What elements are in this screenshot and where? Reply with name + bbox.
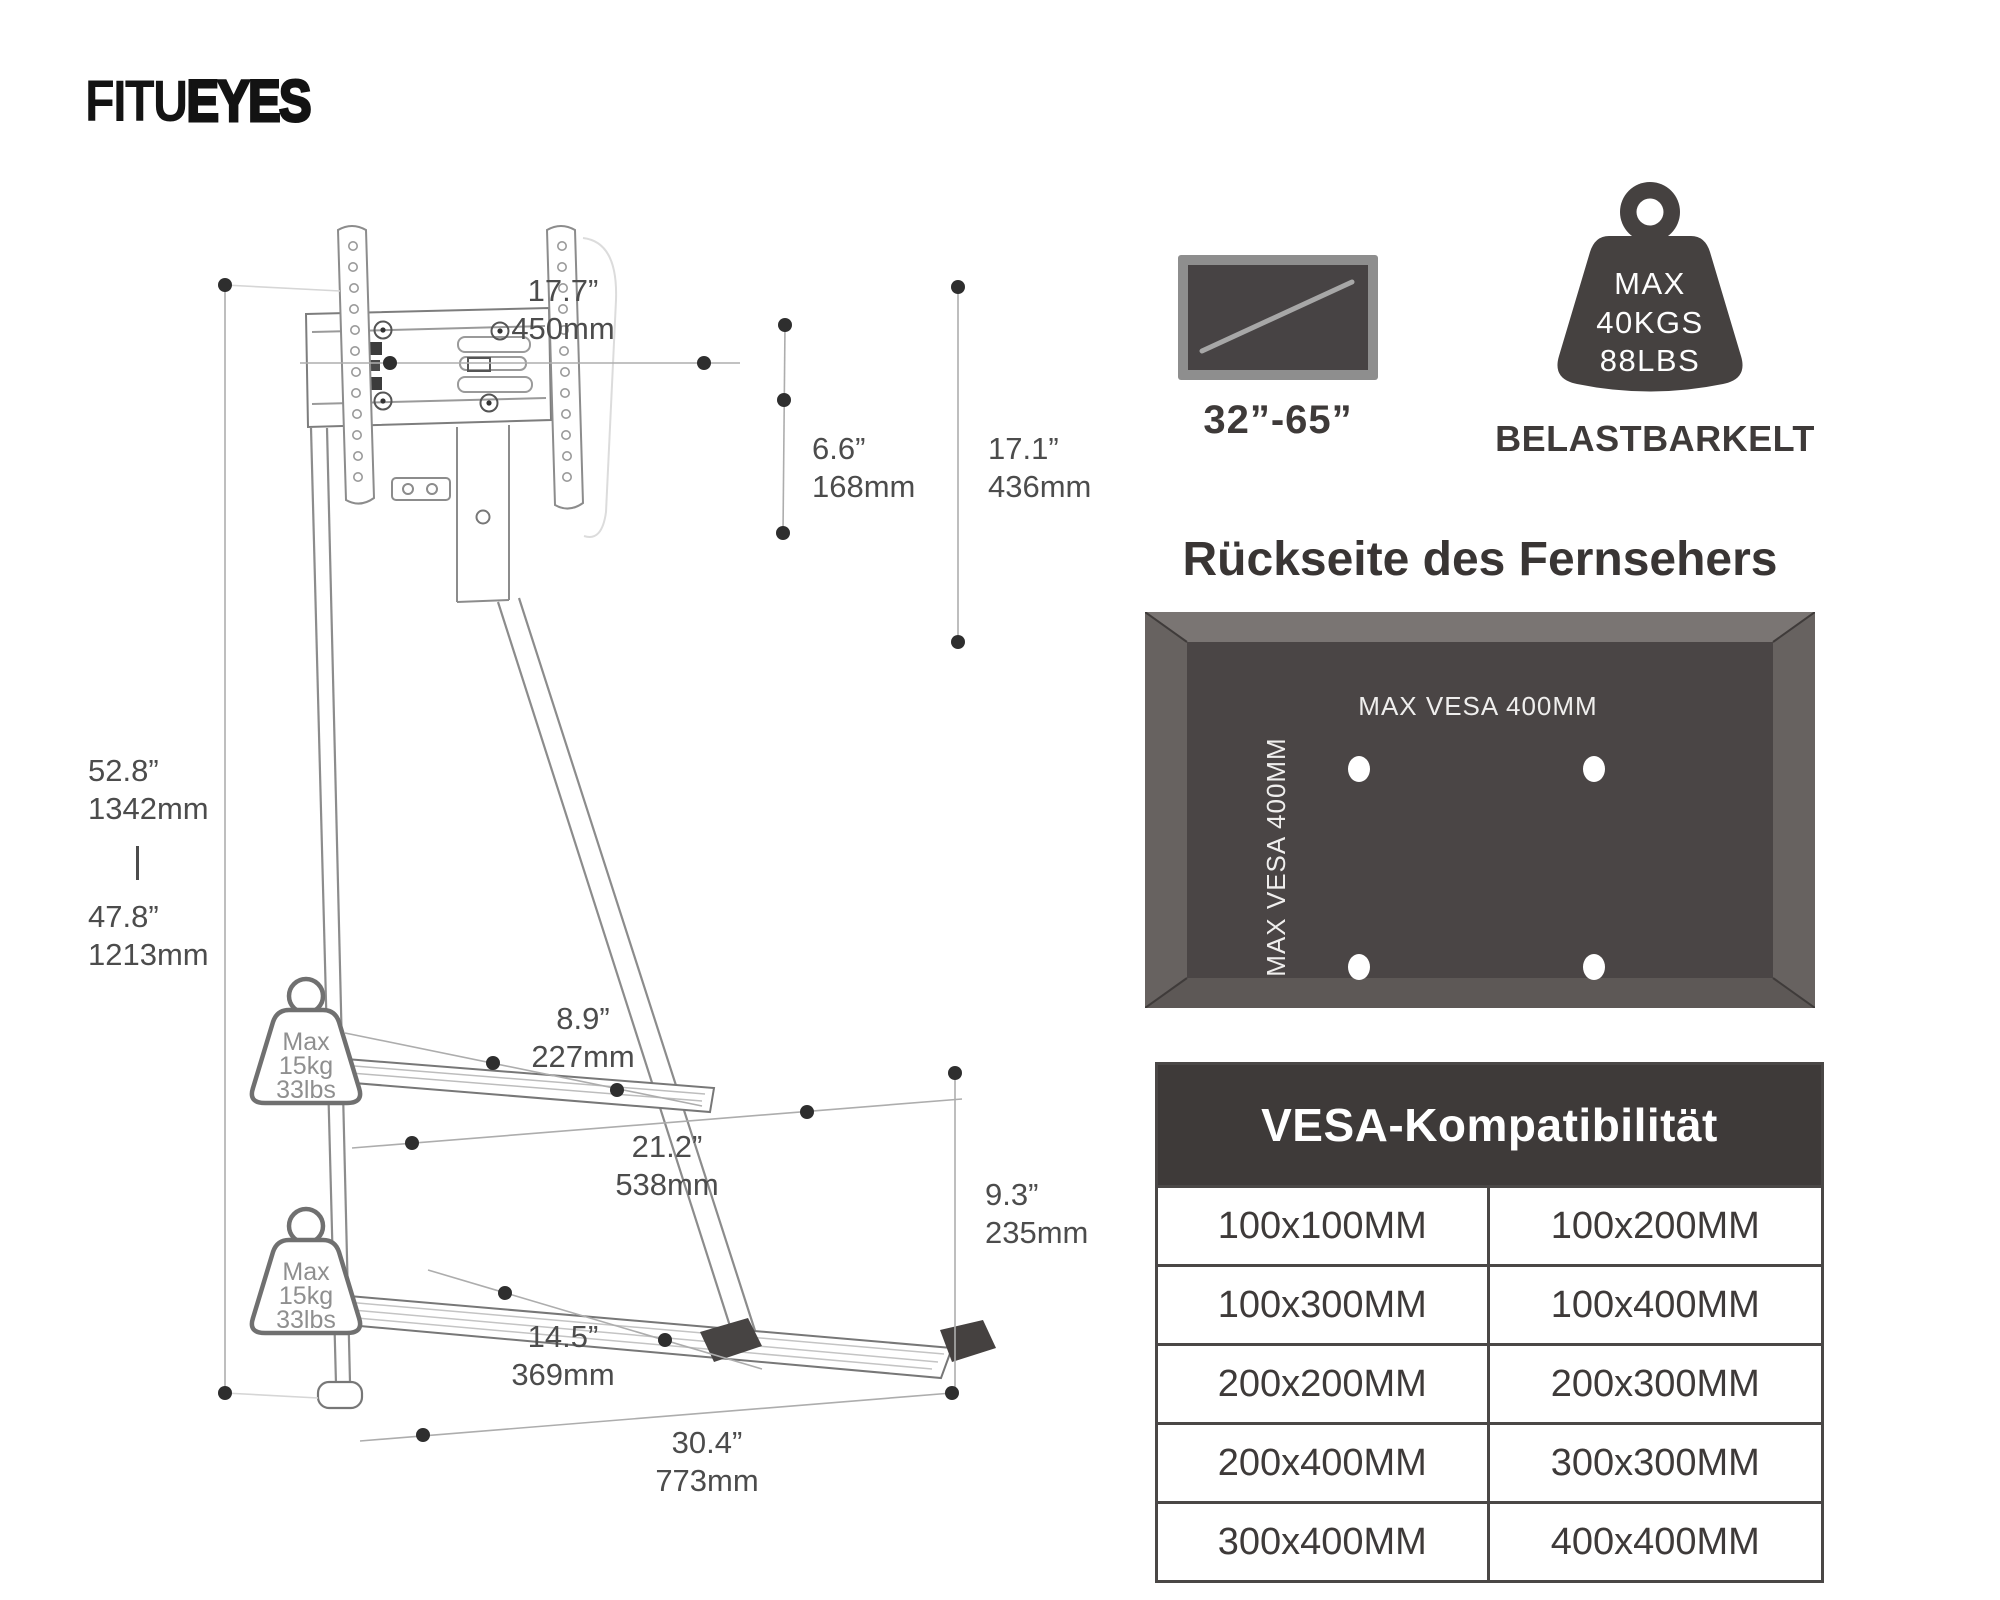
dimension-mm: 168mm (812, 469, 916, 504)
dimension-bracket-height (812, 430, 962, 506)
dimension-mm: 1213mm (88, 937, 209, 972)
vesa-cell: 100x200MM (1490, 1185, 1822, 1264)
dimension-inch: 6.6” (812, 431, 866, 466)
vesa-cell: 100x400MM (1490, 1264, 1822, 1343)
vesa-cell: 200x300MM (1490, 1343, 1822, 1422)
dimension-mm: 773mm (655, 1463, 759, 1498)
vesa-cell: 100x100MM (1158, 1185, 1490, 1264)
dimension-mm: 450mm (511, 311, 615, 346)
max-load-line1: MAX (1614, 266, 1686, 301)
tv-size-range-label: 32”-65” (1203, 398, 1353, 442)
badge-line3: 33lbs (276, 1076, 336, 1104)
vesa-cell: 300x400MM (1158, 1501, 1490, 1580)
vesa-cell: 400x400MM (1490, 1501, 1822, 1580)
shelf-load-badge-top (236, 972, 376, 1122)
dimension-inch: 9.3” (985, 1177, 1039, 1212)
brand-logo-part1: FITU (85, 69, 187, 134)
dimension-inch: 14.5” (527, 1319, 599, 1354)
dimension-inch: 30.4” (671, 1425, 743, 1460)
vesa-cell: 200x400MM (1158, 1422, 1490, 1501)
dimension-shelf-depth (498, 1000, 668, 1076)
dimension-mount-height (988, 430, 1148, 506)
badge-line2: 15kg (278, 1282, 334, 1310)
tv-screen-inner (1188, 265, 1368, 370)
tv-back-panel (1145, 612, 1815, 1008)
diagonal-line-icon (1188, 265, 1368, 370)
dimension-mm: 538mm (615, 1167, 719, 1202)
dimension-mm: 1342mm (88, 791, 209, 826)
vesa-table-grid (1158, 1185, 1821, 1580)
max-vesa-horizontal-label: MAX VESA 400MM (1358, 691, 1598, 721)
dimension-mm: 436mm (988, 469, 1092, 504)
dimension-base-depth (478, 1318, 648, 1394)
weight-icon (236, 972, 376, 1122)
badge-line1: Max (282, 1258, 330, 1286)
center-column (392, 425, 509, 602)
vesa-cell: 300x300MM (1490, 1422, 1822, 1501)
vesa-cell: 100x300MM (1158, 1264, 1490, 1343)
vesa-table-title: VESA-Kompatibilität (1158, 1065, 1821, 1185)
shelf-load-badge-bottom (236, 1202, 376, 1352)
dimension-inch: 17.7” (527, 273, 599, 308)
tv-screen-icon (1178, 255, 1378, 380)
stand-legs (311, 428, 758, 1408)
weight-icon (236, 1202, 376, 1352)
tv-back-heading: Rückseite des Fernsehers (1182, 533, 1778, 586)
badge-line2: 15kg (278, 1052, 334, 1080)
dimension-mm: 369mm (511, 1357, 615, 1392)
max-load-weight-icon (1545, 178, 1755, 410)
range-dash (136, 846, 139, 880)
dimension-inch: 17.1” (988, 431, 1059, 466)
dimension-base-height (985, 1176, 1145, 1252)
dimension-mm: 227mm (531, 1039, 635, 1074)
badge-line3: 33lbs (276, 1306, 336, 1334)
vesa-cell: 200x200MM (1158, 1343, 1490, 1422)
dimension-inch: 52.8” (88, 753, 159, 788)
dimension-inch: 21.2” (631, 1129, 703, 1164)
dimension-mm: 235mm (985, 1215, 1089, 1250)
dimension-shelf-width (582, 1128, 752, 1204)
badge-line1: Max (282, 1028, 330, 1056)
max-load-line3: 88LBS (1599, 343, 1701, 378)
dimension-height-range (88, 752, 258, 974)
dimension-inch: 8.9” (556, 1001, 610, 1036)
dimension-inch: 47.8” (88, 899, 159, 934)
dimension-width-top (478, 272, 648, 348)
brand-logo-part2: EYES (186, 69, 310, 134)
max-load-caption: BELASTBARKELT (1495, 418, 1815, 459)
max-vesa-vertical-label: MAX VESA 400MM (1261, 737, 1291, 977)
dimension-base-width (622, 1424, 792, 1500)
max-load-line2: 40KGS (1596, 305, 1704, 340)
vesa-table (1155, 1062, 1824, 1583)
